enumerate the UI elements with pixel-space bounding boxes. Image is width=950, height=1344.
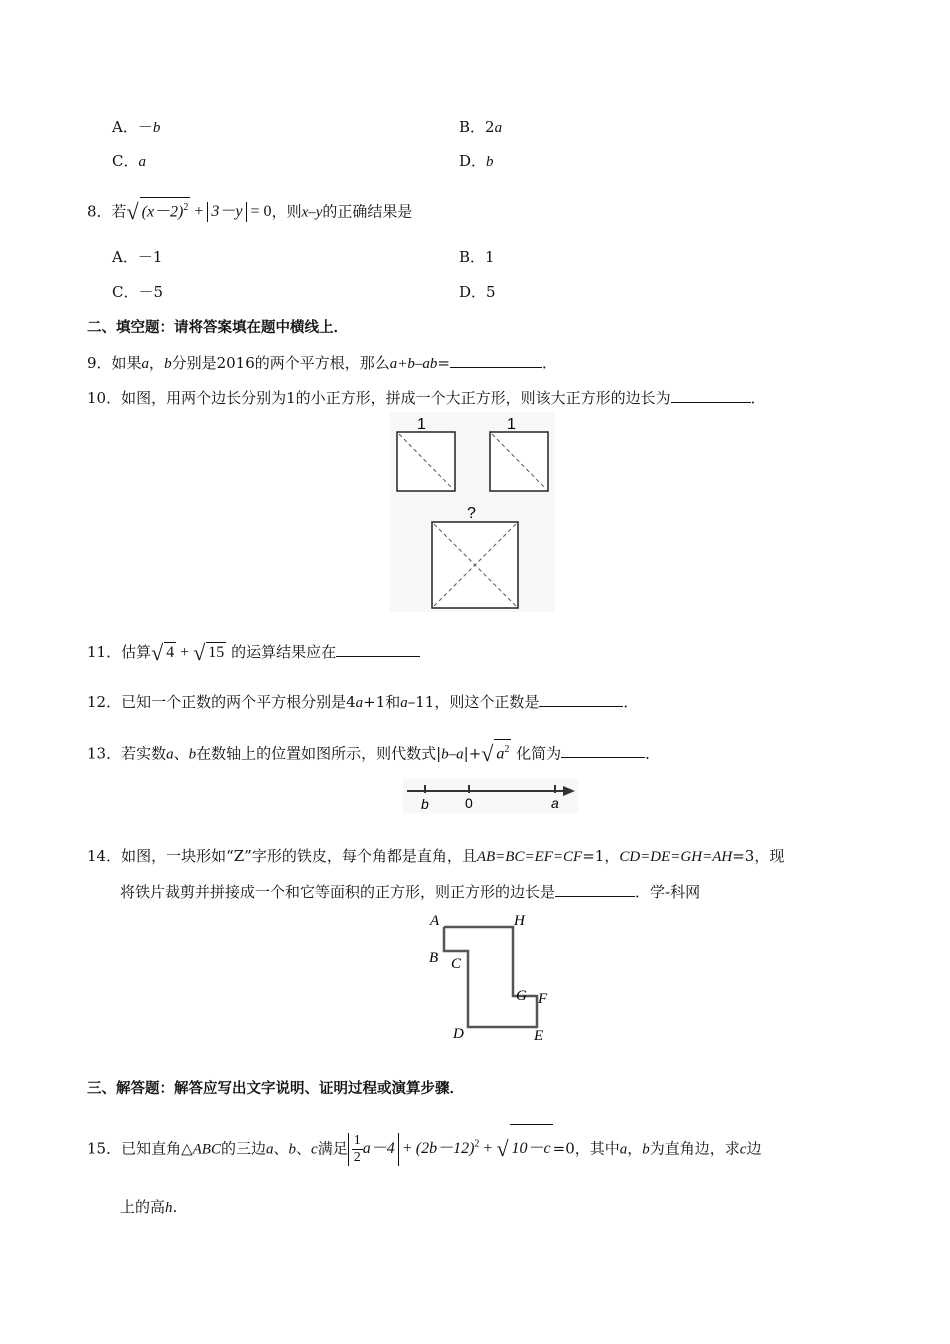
question-12: 12．已知一个正数的两个平方根分别是4a+1和a–11，则这个正数是 ．: [87, 693, 639, 711]
vertex-B: B: [429, 950, 439, 966]
q8-option-b: B．1: [459, 248, 495, 266]
number-line: [403, 779, 578, 813]
question-10: 10．如图，用两个边长分别为1的小正方形，拼成一个大正方形，则该大正方形的边长为 ．: [87, 389, 766, 407]
question-14-line2: 将铁片裁剪并拼接成一个和它等面积的正方形，则正方形的边长是 ．学-科网: [120, 883, 701, 901]
vertex-E: E: [534, 1028, 544, 1044]
answer-blank[interactable]: [450, 353, 542, 368]
answer-blank[interactable]: [561, 743, 645, 758]
z-shape-figure: [424, 908, 556, 1048]
q7-option-d: D．b: [459, 152, 494, 170]
label-zero: 0: [465, 795, 473, 811]
section-3-heading: 三、解答题：解答应写出文字说明、证明过程或演算步骤．: [87, 1081, 464, 1097]
vertex-G: G: [516, 988, 527, 1004]
label-1b: 1: [507, 416, 516, 433]
question-14-line1: 14．如图，一块形如“Z”字形的铁皮，每个角都是直角，且AB=BC=EF=CF=1，CD=DE=GH=AH=3，现: [87, 847, 785, 865]
label-1: 1: [417, 416, 426, 433]
question-15-line2: 上的高h.: [120, 1198, 178, 1216]
q7-option-a: A．－b: [112, 118, 161, 136]
squares-figure: [390, 412, 555, 612]
question-13: 13．若实数a、b在数轴上的位置如图所示，则代数式|b–a|+√ $a^2$ 化简为 ．: [87, 739, 660, 764]
answer-blank[interactable]: [671, 388, 751, 403]
label-question: ?: [467, 505, 476, 522]
label-b: b: [421, 796, 429, 812]
question-11: 11．估算√ 4 + √ 15 的运算结果应在: [87, 642, 420, 663]
vertex-A: A: [430, 913, 440, 929]
answer-blank[interactable]: [555, 882, 635, 897]
answer-blank[interactable]: [336, 642, 420, 657]
question-15-line1: 15．已知直角△ABC的三边a、b、c满足 $\frac{1}{2}$ $a-4 + (2b-12)^2$ + √ 10－c =0，其中a，b为直角边，求c边: [87, 1121, 761, 1173]
label-a: a: [551, 795, 559, 811]
answer-blank[interactable]: [539, 692, 623, 707]
q8-option-c: C．－5: [112, 283, 164, 301]
q8-option-d: D．5: [459, 283, 496, 301]
q7-option-b: B．2a: [459, 118, 503, 136]
section-2-heading: 二、填空题：请将答案填在题中横线上．: [87, 320, 348, 336]
q7-option-c: C．a: [112, 152, 146, 170]
question-8: 8．若√ $(x-2)^2 + 3-y = 0$，则x–y的正确结果是: [87, 197, 412, 222]
question-9: 9．如果a，b分别是2016的两个平方根，那么a+b–ab= ．: [87, 354, 557, 372]
vertex-D: D: [453, 1026, 464, 1042]
vertex-F: F: [538, 991, 548, 1007]
q8-option-a: A．－1: [112, 248, 163, 266]
vertex-H: H: [514, 913, 525, 929]
vertex-C: C: [451, 956, 462, 972]
